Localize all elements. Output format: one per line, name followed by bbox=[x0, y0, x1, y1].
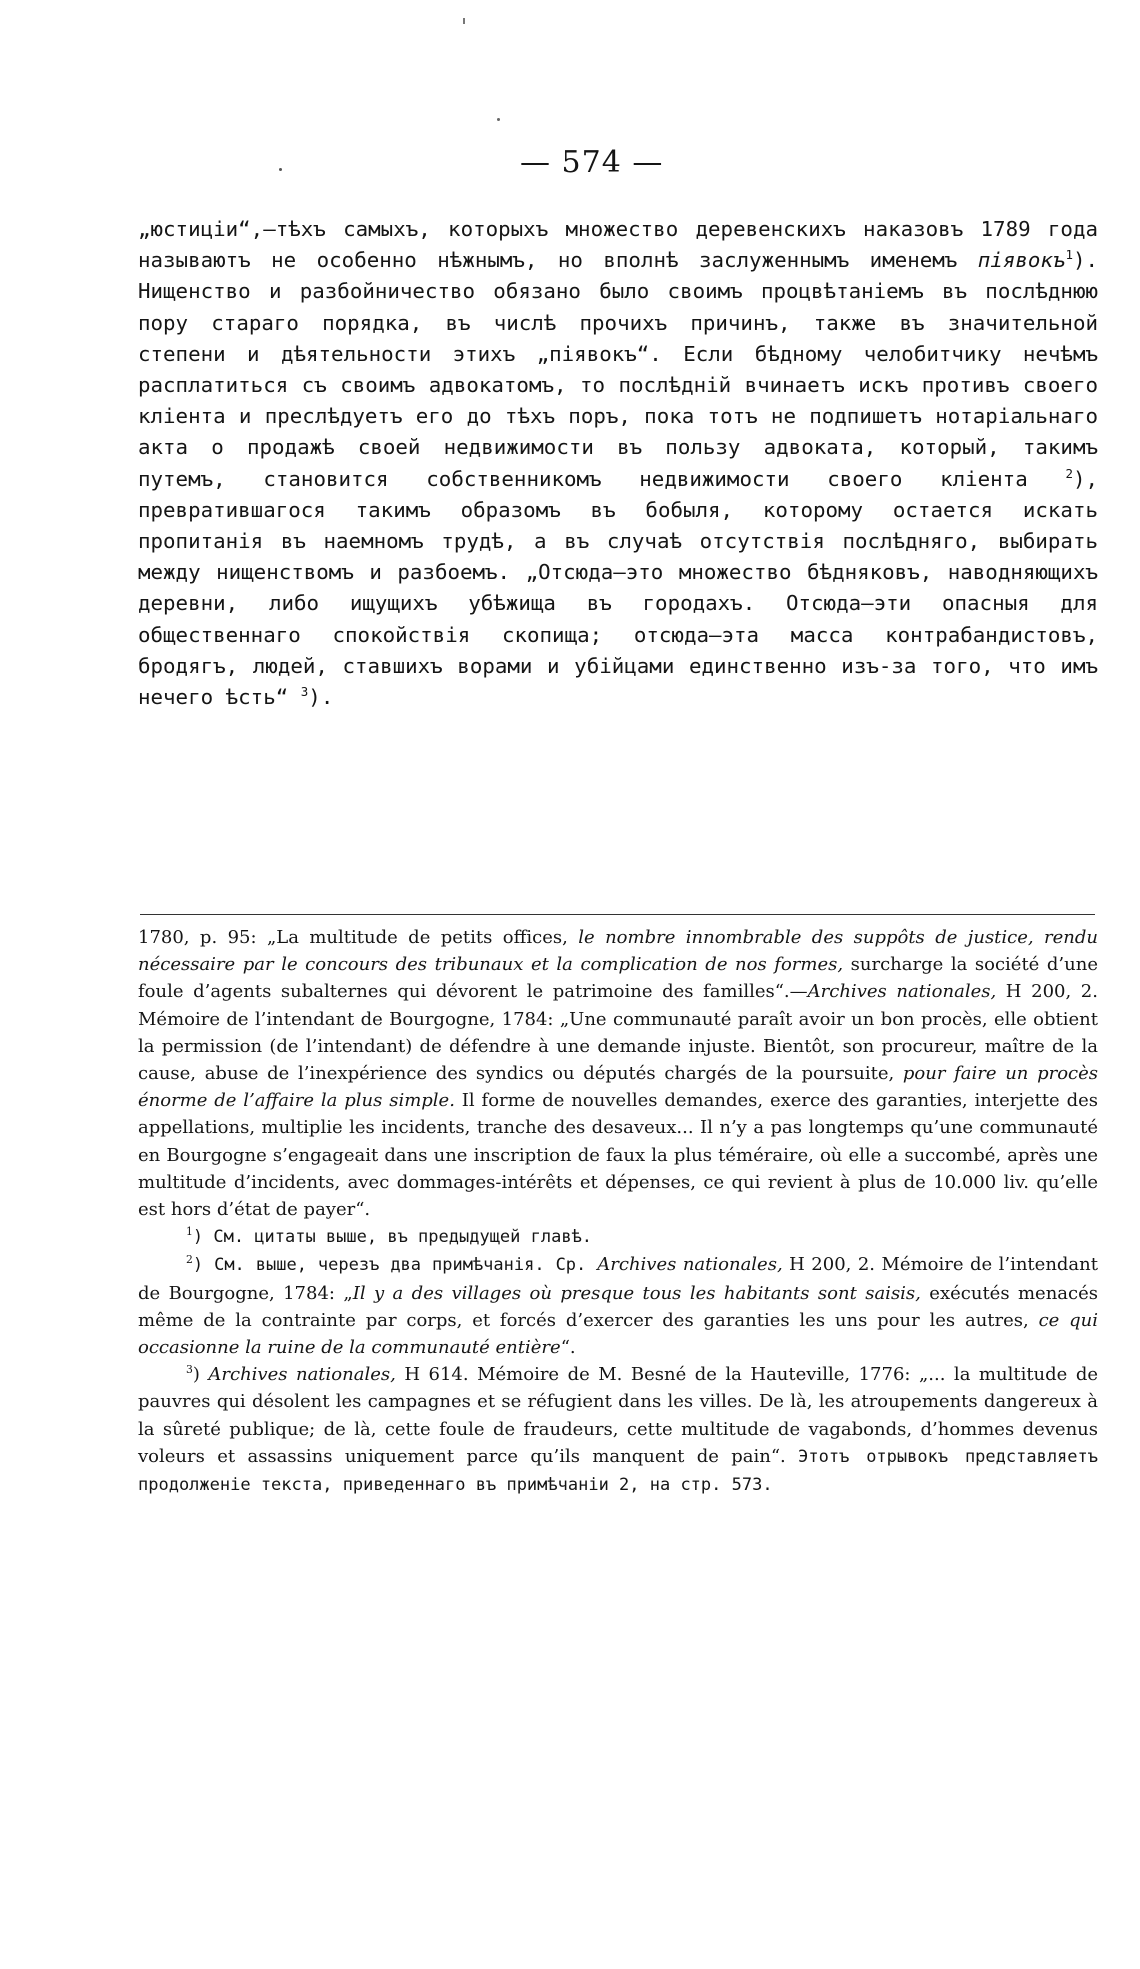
footnote-italic: Archives nationales, bbox=[807, 981, 997, 1003]
footnote-text: Il forme de nouvelles demandes, exerce des garanties, interjette des appellations, multiplie les incidents, tranche des desaveux... Il n’y a pas longtemps qu’une communauté en Bourgogne s’engageait dans une inscription de faux la plus téméraire, où elle a succombé, après une multitude d’incidents, avec dommages-intérêts et dépenses, ce qui revient à plus de 10.000 liv. qu’elle est hors d’état de payer“. bbox=[138, 1090, 1098, 1221]
footnote-italic: Archives nationales, bbox=[208, 1364, 396, 1386]
footnote-continuation bbox=[138, 924, 1098, 1223]
main-text bbox=[138, 214, 1098, 713]
footnote-text: H 614. Mémoire de M. Besné de la Hauteville, 1776: „... la multitude de pauvres qui désolent les campagnes et se réfugient dans les villes. De là, les atroupements dangereux à la sûreté publique; de là, cette foule de fraudeurs, cette multitude de vagabonds, d’hommes devenus voleurs et assassins uniquement parce qu’ils manquent de pain“. bbox=[138, 1364, 1098, 1467]
main-text-part: ), превратившагося такимъ образомъ въ бобыля, которому остается искать пропитанія въ наемномъ трудѣ, а въ случаѣ отсутствія послѣдняго, выбирать между нищенствомъ и разбоемъ. „Отсюда—это множество бѣдняковъ, наводняющихъ деревни, либо ищущихъ убѣжища въ городахъ. Отсюда—эти опасныя для общественнаго спокойствія скопища; отсюда—эта масса контрабандистовъ, бродягъ, людей, ставшихъ ворами и убійцами единственно изъ-за того, что имъ нечего ѣсть“ bbox=[138, 466, 1098, 710]
footnote-text: exécutés menacés même de la contrainte par corps, et forcés d’exercer des garanties les uns pour les autres, bbox=[138, 1282, 1098, 1331]
footnotes bbox=[138, 924, 1098, 1499]
footnote-italic: Archives nationales, bbox=[597, 1254, 783, 1276]
footnote-text: ) См. выше, черезъ два примѣчанія. Ср. bbox=[192, 1255, 598, 1276]
footnote-italic: ce qui occasionne la ruine de la communauté entière bbox=[138, 1309, 1099, 1359]
page-number: — 574 — bbox=[520, 145, 664, 180]
footnote-text: H 200, 2. Mémoire de l’intendant de Bourgogne, 1784: „ bbox=[138, 1254, 1098, 1304]
footnote-italic: le nombre innombrable des suppôts de justice, rendu nécessaire par le concours des tribunaux et la complication de nos formes, bbox=[138, 927, 1098, 976]
footnote-text: “. bbox=[560, 1337, 576, 1359]
footnote-text: H 200, 2. Mémoire de l’intendant de Bourgogne, 1784: „Une communauté paraît avoir un bon procès, elle obtient la permission (de l’intendant) de défendre à une demande injuste. Bientôt, son procureur, maître de la cause, abuse de l’inexpérience des syndics ou députés chargés de la poursuite, bbox=[138, 981, 1098, 1085]
footnote-mark: 1 bbox=[186, 1225, 193, 1239]
footnote-ref: 1 bbox=[1065, 247, 1073, 263]
footnote-rule bbox=[140, 914, 1095, 915]
main-text-part: ). Нищенство и разбойничество обязано было своимъ процвѣтаніемъ въ послѣднюю пору стараго порядка, въ числѣ прочихъ причинъ, также въ значительной степени и дѣятельности этихъ „піявокъ“. Если бѣдному челобитчику нечѣмъ расплатиться съ своимъ адвокатомъ, то послѣдній вчинаетъ искъ противъ своего кліента и преслѣдуетъ его до тѣхъ поръ, пока тотъ не подпишетъ нотаріальнаго акта о продажѣ своей недвижимости въ пользу адвоката, который, такимъ путемъ, становится собственникомъ недвижимости своего кліента bbox=[138, 248, 1098, 491]
footnote-italic: pour faire un procès énorme de l’affaire la plus simple. bbox=[138, 1063, 1099, 1112]
footnote-mark: 2 bbox=[186, 1253, 193, 1267]
scan-mark bbox=[463, 18, 465, 24]
footnote-text: 1780, p. 95: „La multitude de petits offices, bbox=[138, 927, 579, 948]
scan-speck bbox=[497, 118, 500, 121]
footnote-text: Этотъ отрывокъ представляетъ продолженіе текста, приведеннаго въ примѣчаніи 2, на стр. 573. bbox=[138, 1446, 1099, 1496]
main-text-italic: піявокъ bbox=[977, 248, 1066, 273]
footnote-mark: 3 bbox=[186, 1363, 193, 1377]
footnote-2 bbox=[138, 1251, 1098, 1361]
scan-speck bbox=[279, 168, 282, 171]
footnote-text: ) bbox=[192, 1364, 209, 1386]
main-text-part: ). bbox=[308, 685, 334, 710]
footnote-italic: Il y a des villages où presque tous les habitants sont saisis, bbox=[352, 1282, 921, 1304]
footnote-ref: 2 bbox=[1065, 465, 1073, 481]
footnote-ref: 3 bbox=[300, 684, 309, 700]
main-text-part: „юстиціи“,—тѣхъ самыхъ, которыхъ множество деревенскихъ наказовъ 1789 года называютъ не особенно нѣжнымъ, но вполнѣ заслуженнымъ именемъ bbox=[138, 217, 1098, 273]
footnote-3 bbox=[138, 1361, 1098, 1499]
footnote-1 bbox=[138, 1223, 1098, 1251]
footnote-text: surcharge la société d’une foule d’agents subalternes qui dévorent le patrimoine des familles“.— bbox=[138, 954, 1098, 1003]
footnote-text: ) См. цитаты выше, въ предыдущей главѣ. bbox=[192, 1227, 593, 1248]
